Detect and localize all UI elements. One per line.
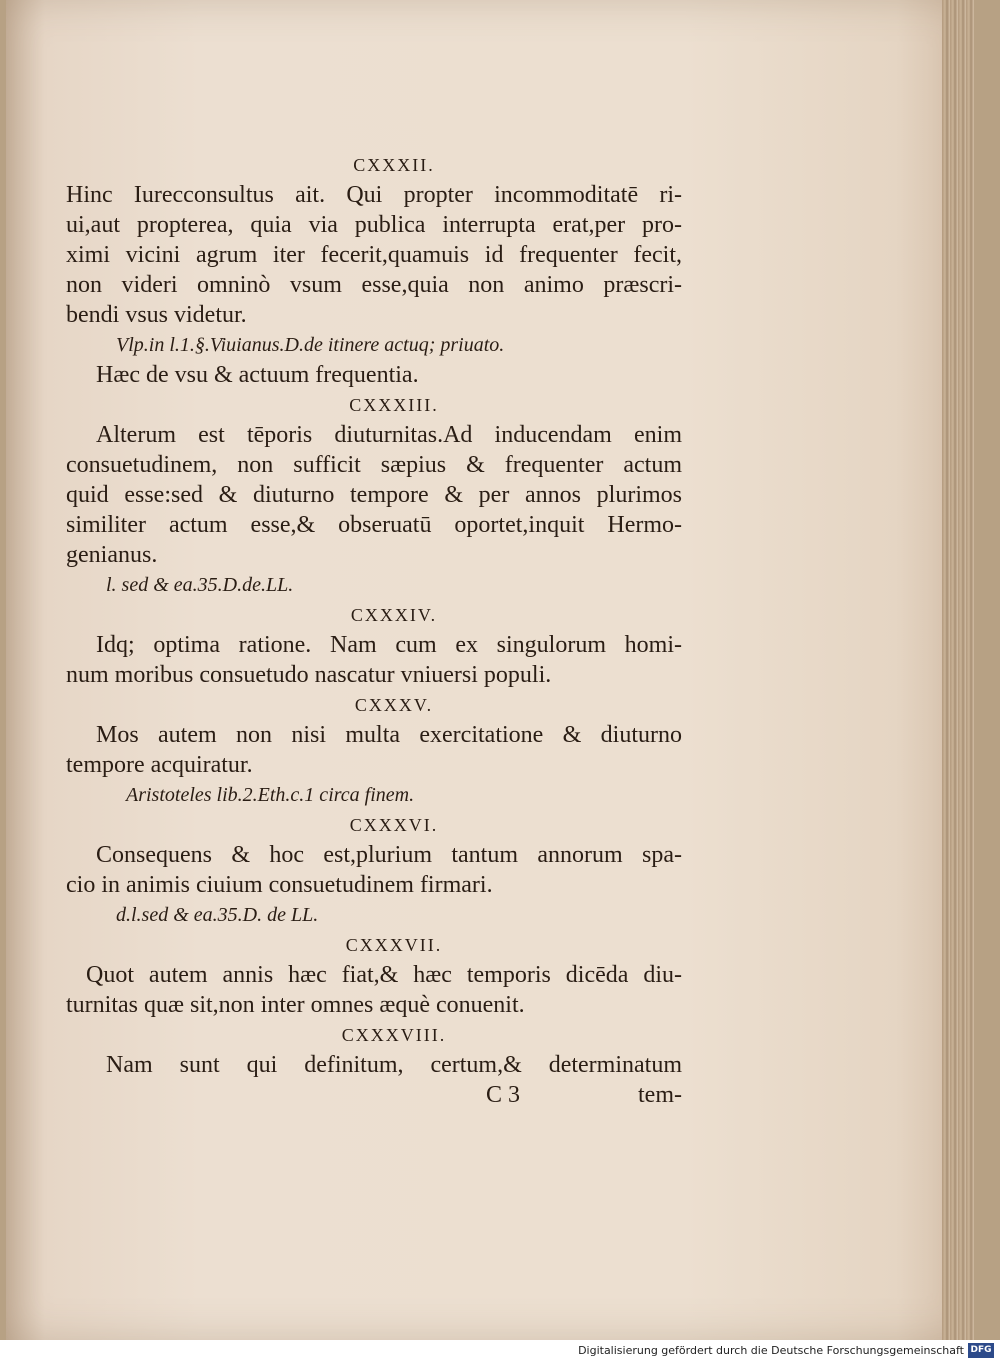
text-line: turnitas quæ sit,non inter omnes æquè conuenit. bbox=[66, 992, 525, 1018]
footer-bar bbox=[0, 1340, 1000, 1362]
digitization-credit: Digitalisierung gefördert durch die Deutsche Forschungsgemeinschaft bbox=[578, 1344, 964, 1357]
text-line: num moribus consuetudo nascatur vniuersi populi. bbox=[66, 662, 552, 688]
text-line: Idq; optima ratione. Nam cum ex singulorum homi- bbox=[96, 632, 682, 658]
text-line: non videri omninò vsum esse,quia non animo præscri- bbox=[66, 272, 682, 298]
text-line: Quot autem annis hæc fiat,& hæc temporis dicēda diu- bbox=[86, 962, 682, 988]
section-numeral: CXXXVIII. bbox=[341, 1025, 447, 1045]
citation-line: Vlp.in l.1.§.Viuianus.D.de itinere actuq; priuato. bbox=[116, 334, 505, 356]
text-line: Consequens & hoc est,plurium tantum annorum spa- bbox=[96, 842, 682, 868]
section-numeral: CXXXVII. bbox=[345, 935, 443, 955]
text-line: Mos autem non nisi multa exercitatione & diuturno bbox=[96, 722, 682, 748]
section-numeral: CXXXIII. bbox=[349, 395, 439, 415]
section-numeral: CXXXIV. bbox=[350, 605, 438, 625]
text-line: tempore acquiratur. bbox=[66, 752, 253, 778]
text-line: Hæc de vsu & actuum frequentia. bbox=[96, 362, 419, 388]
text-line: Nam sunt qui definitum, certum,& determinatum bbox=[106, 1052, 682, 1078]
signature-catchword-line bbox=[66, 1080, 682, 1110]
text-line: genianus. bbox=[66, 542, 158, 568]
section-numeral: CXXXV. bbox=[354, 695, 434, 715]
dfg-logo: DFG bbox=[968, 1343, 994, 1358]
citation-line: d.l.sed & ea.35.D. de LL. bbox=[116, 904, 319, 926]
text-line: ximi vicini agrum iter fecerit,quamuis id frequenter fecit, bbox=[66, 242, 682, 268]
citation-line: l. sed & ea.35.D.de.LL. bbox=[106, 574, 294, 596]
page-text bbox=[66, 150, 682, 1110]
page-edge bbox=[942, 0, 974, 1340]
citation-line: Aristoteles lib.2.Eth.c.1 circa finem. bbox=[126, 784, 415, 806]
section-numeral: CXXXII. bbox=[353, 155, 435, 175]
text-line: cio in animis ciuium consuetudinem firmari. bbox=[66, 872, 493, 898]
text-line: consuetudinem, non sufficit sæpius & frequenter actum bbox=[66, 452, 682, 478]
text-line: bendi vsus videtur. bbox=[66, 302, 247, 328]
text-line: similiter actum esse,& obseruatū oportet,inquit Hermo- bbox=[66, 512, 682, 538]
signature-mark: C 3 bbox=[486, 1082, 521, 1108]
section-numeral: CXXXVI. bbox=[349, 815, 439, 835]
text-line: Alterum est tēporis diuturnitas.Ad inducendam enim bbox=[96, 422, 682, 448]
text-line: quid esse:sed & diuturno tempore & per annos plurimos bbox=[66, 482, 682, 508]
text-line: ui,aut propterea, quia via publica interrupta erat,per pro- bbox=[66, 212, 682, 238]
text-line: Hinc Iurecconsultus ait. Qui propter incommoditatē ri- bbox=[66, 182, 682, 208]
catchword: tem- bbox=[638, 1082, 682, 1108]
